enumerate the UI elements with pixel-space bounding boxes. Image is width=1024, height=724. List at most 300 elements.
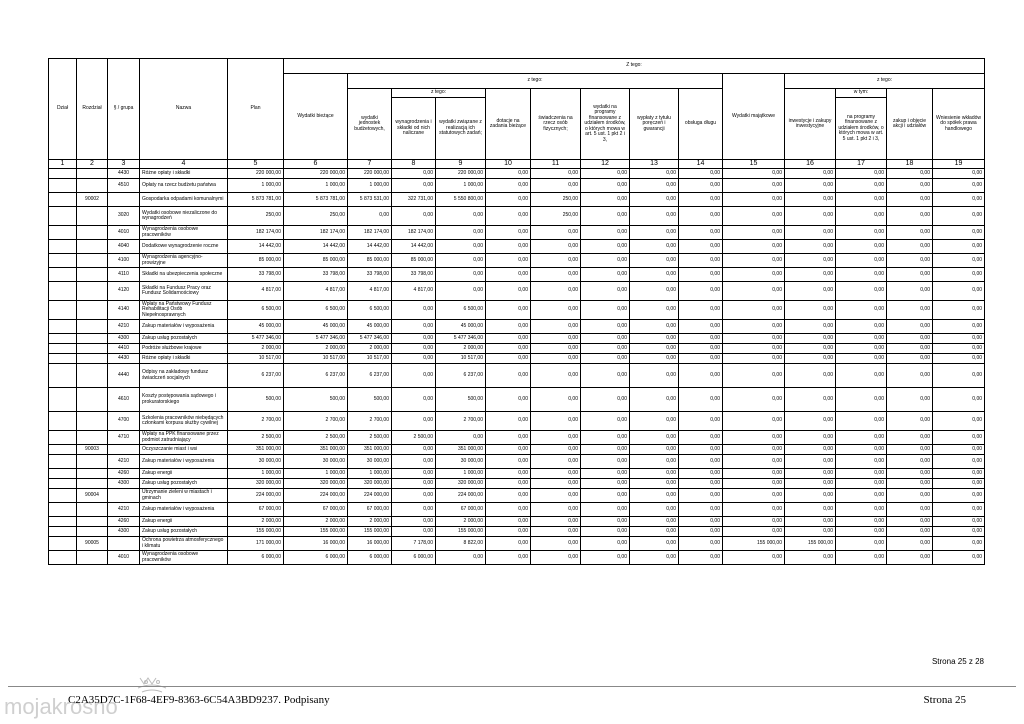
cell-inwestycje: 0,00 [785, 282, 836, 301]
cell-dzial [49, 489, 77, 503]
cell-obsluga-dlugu: 0,00 [679, 240, 723, 254]
cell-wydatki-statutowe: 1 000,00 [436, 469, 486, 479]
cell-obsluga-dlugu: 0,00 [679, 479, 723, 489]
cell-programy-ue: 0,00 [581, 431, 630, 445]
cell-rozdzial [77, 282, 108, 301]
cell-inwestycje: 0,00 [785, 445, 836, 455]
cell-rozdzial [77, 207, 108, 226]
cell-nazwa: Różne opłaty i składki [140, 354, 228, 364]
cell-inwestycje: 0,00 [785, 551, 836, 565]
cell-dotacje: 0,00 [486, 301, 531, 320]
cell-dzial [49, 354, 77, 364]
cell-wydatki-statutowe: 6 500,00 [436, 301, 486, 320]
table-row [49, 226, 985, 240]
cell-dzial [49, 301, 77, 320]
cell-inwestycje: 0,00 [785, 320, 836, 334]
cell-wynagrodzenia: 0,00 [392, 517, 436, 527]
column-number: 15 [723, 160, 785, 169]
cell-programy-ue: 0,00 [581, 193, 630, 207]
cell-wydatki-biezace: 67 000,00 [284, 503, 348, 517]
cell-swiadczenia: 0,00 [531, 240, 581, 254]
cell-programy-ue: 0,00 [581, 354, 630, 364]
cell-akcje: 0,00 [887, 354, 933, 364]
cell-wydatki-statutowe: 0,00 [436, 207, 486, 226]
cell-plan: 5 477 346,00 [228, 334, 284, 344]
column-number: 9 [436, 160, 486, 169]
cell-wydatki-biezace: 1 000,00 [284, 179, 348, 193]
cell-paragraf: 4260 [108, 517, 140, 527]
cell-wydatki-majatkowe: 0,00 [723, 354, 785, 364]
cell-inwestycje: 0,00 [785, 479, 836, 489]
footer-document-id: C2A35D7C-1F68-4EF9-8363-6C54A3BD9237. Podpisany [68, 694, 330, 706]
cell-programy-ue: 0,00 [581, 489, 630, 503]
cell-obsluga-dlugu: 0,00 [679, 527, 723, 537]
cell-akcje: 0,00 [887, 364, 933, 388]
table-row [49, 193, 985, 207]
cell-wynagrodzenia: 7 178,00 [392, 537, 436, 551]
cell-wydatki-statutowe: 0,00 [436, 240, 486, 254]
cell-paragraf: 4040 [108, 240, 140, 254]
cell-dzial [49, 268, 77, 282]
header-z-tego-biezace: z tego: [348, 74, 723, 89]
header-rozdzial: Rozdział [77, 59, 108, 160]
cell-obsluga-dlugu: 0,00 [679, 517, 723, 527]
cell-swiadczenia: 250,00 [531, 193, 581, 207]
cell-wydatki-statutowe: 220 000,00 [436, 169, 486, 179]
header-wynagrodzenia: wynagrodzenia i składki od nich naliczane [392, 98, 436, 160]
cell-wynagrodzenia: 0,00 [392, 354, 436, 364]
header-wniesienie: Wniesienie wkładów do spółek prawa handlowego [933, 89, 985, 160]
cell-dzial [49, 320, 77, 334]
cell-poreczenia: 0,00 [630, 282, 679, 301]
cell-programy-ue: 0,00 [581, 527, 630, 537]
cell-wniesienie: 0,00 [933, 527, 985, 537]
cell-rozdzial [77, 551, 108, 565]
cell-wniesienie: 0,00 [933, 503, 985, 517]
cell-plan: 500,00 [228, 388, 284, 412]
cell-plan: 182 174,00 [228, 226, 284, 240]
cell-akcje: 0,00 [887, 268, 933, 282]
cell-wydatki-jednostek: 5 873 531,00 [348, 193, 392, 207]
cell-wniesienie: 0,00 [933, 207, 985, 226]
cell-plan: 351 000,00 [228, 445, 284, 455]
cell-wniesienie: 0,00 [933, 226, 985, 240]
cell-obsluga-dlugu: 0,00 [679, 320, 723, 334]
cell-plan: 250,00 [228, 207, 284, 226]
cell-wniesienie: 0,00 [933, 193, 985, 207]
cell-wydatki-statutowe: 10 517,00 [436, 354, 486, 364]
cell-wniesienie: 0,00 [933, 445, 985, 455]
header-programy-ue2: na programy finansowane z udziałem środków, o których mowa w art. 5 ust. 1 pkt 2 i 3, [836, 98, 887, 160]
cell-swiadczenia: 0,00 [531, 445, 581, 455]
cell-poreczenia: 0,00 [630, 268, 679, 282]
cell-akcje: 0,00 [887, 254, 933, 268]
cell-nazwa: Dodatkowe wynagrodzenie roczne [140, 240, 228, 254]
cell-wydatki-biezace: 250,00 [284, 207, 348, 226]
header-dotacje: dotacje na zadania bieżące [486, 89, 531, 160]
cell-paragraf: 4010 [108, 551, 140, 565]
cell-dotacje: 0,00 [486, 489, 531, 503]
cell-inwestycje: 0,00 [785, 179, 836, 193]
cell-dzial [49, 344, 77, 354]
table-row [49, 479, 985, 489]
cell-wydatki-majatkowe: 0,00 [723, 226, 785, 240]
cell-wydatki-statutowe: 0,00 [436, 282, 486, 301]
cell-obsluga-dlugu: 0,00 [679, 388, 723, 412]
cell-nazwa: Szkolenia pracowników niebędących członkami korpusu służby cywilnej [140, 412, 228, 431]
cell-akcje: 0,00 [887, 344, 933, 354]
cell-dzial [49, 527, 77, 537]
cell-wydatki-majatkowe: 0,00 [723, 551, 785, 565]
cell-wydatki-jednostek: 1 000,00 [348, 469, 392, 479]
cell-wydatki-biezace: 16 000,00 [284, 537, 348, 551]
cell-programy-ue: 0,00 [581, 479, 630, 489]
cell-wydatki-majatkowe: 0,00 [723, 489, 785, 503]
cell-wydatki-jednostek: 1 000,00 [348, 179, 392, 193]
cell-wydatki-majatkowe: 0,00 [723, 282, 785, 301]
cell-programy-ue: 0,00 [581, 334, 630, 344]
cell-dotacje: 0,00 [486, 479, 531, 489]
cell-swiadczenia: 0,00 [531, 301, 581, 320]
cell-wydatki-majatkowe: 0,00 [723, 169, 785, 179]
cell-rozdzial [77, 455, 108, 469]
cell-wydatki-jednostek: 320 000,00 [348, 479, 392, 489]
cell-wydatki-statutowe: 2 000,00 [436, 517, 486, 527]
cell-programy-ue2: 0,00 [836, 282, 887, 301]
cell-wydatki-jednostek: 5 477 346,00 [348, 334, 392, 344]
cell-swiadczenia: 0,00 [531, 503, 581, 517]
cell-wydatki-jednostek: 500,00 [348, 388, 392, 412]
cell-rozdzial [77, 354, 108, 364]
cell-wydatki-statutowe: 2 700,00 [436, 412, 486, 431]
table-row [49, 282, 985, 301]
cell-obsluga-dlugu: 0,00 [679, 503, 723, 517]
cell-nazwa: Zakup materiałów i wyposażenia [140, 455, 228, 469]
cell-dotacje: 0,00 [486, 254, 531, 268]
table-row [49, 489, 985, 503]
cell-rozdzial [77, 412, 108, 431]
cell-wniesienie: 0,00 [933, 489, 985, 503]
cell-wydatki-biezace: 2 000,00 [284, 517, 348, 527]
cell-programy-ue2: 0,00 [836, 301, 887, 320]
cell-paragraf [108, 537, 140, 551]
cell-dotacje: 0,00 [486, 431, 531, 445]
cell-paragraf: 4610 [108, 388, 140, 412]
cell-paragraf: 4300 [108, 527, 140, 537]
cell-wydatki-jednostek: 6 000,00 [348, 551, 392, 565]
cell-programy-ue2: 0,00 [836, 334, 887, 344]
cell-wydatki-majatkowe: 0,00 [723, 364, 785, 388]
cell-wydatki-biezace: 2 500,00 [284, 431, 348, 445]
cell-wydatki-jednostek: 2 700,00 [348, 412, 392, 431]
cell-wydatki-biezace: 14 442,00 [284, 240, 348, 254]
cell-wydatki-statutowe: 155 000,00 [436, 527, 486, 537]
cell-wynagrodzenia: 0,00 [392, 479, 436, 489]
cell-wydatki-biezace: 320 000,00 [284, 479, 348, 489]
cell-wydatki-majatkowe: 0,00 [723, 388, 785, 412]
column-number: 7 [348, 160, 392, 169]
cell-wydatki-majatkowe: 0,00 [723, 334, 785, 344]
cell-swiadczenia: 0,00 [531, 412, 581, 431]
cell-rozdzial: 90004 [77, 489, 108, 503]
table-row [49, 301, 985, 320]
cell-programy-ue: 0,00 [581, 364, 630, 388]
cell-programy-ue2: 0,00 [836, 179, 887, 193]
cell-rozdzial [77, 320, 108, 334]
cell-akcje: 0,00 [887, 527, 933, 537]
cell-wynagrodzenia: 0,00 [392, 169, 436, 179]
cell-dotacje: 0,00 [486, 412, 531, 431]
cell-wydatki-jednostek: 2 000,00 [348, 517, 392, 527]
cell-programy-ue2: 0,00 [836, 388, 887, 412]
cell-akcje: 0,00 [887, 169, 933, 179]
cell-akcje: 0,00 [887, 551, 933, 565]
cell-wynagrodzenia: 14 442,00 [392, 240, 436, 254]
cell-dotacje: 0,00 [486, 455, 531, 469]
table-body [49, 169, 985, 565]
cell-poreczenia: 0,00 [630, 479, 679, 489]
cell-akcje: 0,00 [887, 301, 933, 320]
column-number: 8 [392, 160, 436, 169]
cell-poreczenia: 0,00 [630, 207, 679, 226]
cell-programy-ue2: 0,00 [836, 455, 887, 469]
cell-programy-ue: 0,00 [581, 517, 630, 527]
cell-akcje: 0,00 [887, 431, 933, 445]
cell-wydatki-biezace: 224 000,00 [284, 489, 348, 503]
cell-wydatki-biezace: 6 000,00 [284, 551, 348, 565]
cell-programy-ue: 0,00 [581, 412, 630, 431]
cell-inwestycje: 0,00 [785, 226, 836, 240]
cell-dotacje: 0,00 [486, 445, 531, 455]
cell-wynagrodzenia: 33 798,00 [392, 268, 436, 282]
header-inwestycje: inwestycje i zakupy inwestycyjne [785, 89, 836, 160]
cell-obsluga-dlugu: 0,00 [679, 254, 723, 268]
cell-wydatki-statutowe: 0,00 [436, 254, 486, 268]
cell-akcje: 0,00 [887, 240, 933, 254]
cell-wniesienie: 0,00 [933, 301, 985, 320]
cell-poreczenia: 0,00 [630, 364, 679, 388]
cell-rozdzial: 90005 [77, 537, 108, 551]
column-number: 14 [679, 160, 723, 169]
cell-programy-ue: 0,00 [581, 320, 630, 334]
cell-programy-ue: 0,00 [581, 268, 630, 282]
cell-programy-ue2: 0,00 [836, 537, 887, 551]
header-z-tego-jednostek: z tego: [392, 89, 486, 98]
cell-programy-ue2: 0,00 [836, 254, 887, 268]
cell-dzial [49, 388, 77, 412]
cell-akcje: 0,00 [887, 334, 933, 344]
cell-wydatki-jednostek: 67 000,00 [348, 503, 392, 517]
cell-rozdzial [77, 431, 108, 445]
table-row [49, 334, 985, 344]
cell-inwestycje: 0,00 [785, 412, 836, 431]
table-row [49, 388, 985, 412]
cell-paragraf: 4110 [108, 268, 140, 282]
cell-wniesienie: 0,00 [933, 169, 985, 179]
cell-dzial [49, 431, 77, 445]
cell-akcje: 0,00 [887, 469, 933, 479]
cell-obsluga-dlugu: 0,00 [679, 301, 723, 320]
cell-wydatki-biezace: 10 517,00 [284, 354, 348, 364]
cell-plan: 45 000,00 [228, 320, 284, 334]
cell-paragraf: 4140 [108, 301, 140, 320]
cell-rozdzial [77, 301, 108, 320]
table-row [49, 207, 985, 226]
cell-programy-ue2: 0,00 [836, 344, 887, 354]
cell-obsluga-dlugu: 0,00 [679, 334, 723, 344]
cell-paragraf: 4710 [108, 431, 140, 445]
cell-wydatki-majatkowe: 0,00 [723, 479, 785, 489]
header-wydatki-biezace: Wydatki bieżące [284, 74, 348, 160]
cell-wydatki-majatkowe: 0,00 [723, 527, 785, 537]
cell-wniesienie: 0,00 [933, 320, 985, 334]
cell-paragraf [108, 489, 140, 503]
cell-poreczenia: 0,00 [630, 334, 679, 344]
cell-wniesienie: 0,00 [933, 455, 985, 469]
cell-wydatki-statutowe: 0,00 [436, 268, 486, 282]
header-w-tym: w tym: [836, 89, 887, 98]
table-row [49, 551, 985, 565]
cell-wydatki-jednostek: 4 817,00 [348, 282, 392, 301]
cell-programy-ue2: 0,00 [836, 489, 887, 503]
cell-paragraf: 4300 [108, 479, 140, 489]
cell-nazwa: Zakup usług pozostałych [140, 334, 228, 344]
header-programy-ue: wydatki na programy finansowane z udziałem środków, o których mowa w art. 5 ust. 1 pkt 2 i 3, [581, 89, 630, 160]
cell-wydatki-biezace: 4 817,00 [284, 282, 348, 301]
cell-nazwa: Koszty postępowania sądowego i prokuratorskiego [140, 388, 228, 412]
cell-wydatki-biezace: 1 000,00 [284, 469, 348, 479]
cell-wynagrodzenia: 0,00 [392, 388, 436, 412]
cell-obsluga-dlugu: 0,00 [679, 469, 723, 479]
cell-programy-ue2: 0,00 [836, 517, 887, 527]
cell-paragraf: 4440 [108, 364, 140, 388]
table-row [49, 268, 985, 282]
cell-wniesienie: 0,00 [933, 412, 985, 431]
cell-akcje: 0,00 [887, 207, 933, 226]
cell-nazwa: Oczyszczanie miast i wsi [140, 445, 228, 455]
cell-plan: 30 000,00 [228, 455, 284, 469]
cell-programy-ue2: 0,00 [836, 527, 887, 537]
cell-wniesienie: 0,00 [933, 334, 985, 344]
cell-programy-ue2: 0,00 [836, 503, 887, 517]
header-dzial: Dział [49, 59, 77, 160]
cell-rozdzial [77, 469, 108, 479]
table-row [49, 445, 985, 455]
cell-obsluga-dlugu: 0,00 [679, 489, 723, 503]
cell-wydatki-jednostek: 0,00 [348, 207, 392, 226]
cell-akcje: 0,00 [887, 517, 933, 527]
cell-swiadczenia: 0,00 [531, 268, 581, 282]
cell-akcje: 0,00 [887, 489, 933, 503]
cell-dzial [49, 364, 77, 388]
cell-poreczenia: 0,00 [630, 445, 679, 455]
header-z-tego: Z tego: [284, 59, 985, 74]
cell-wydatki-jednostek: 30 000,00 [348, 455, 392, 469]
cell-wynagrodzenia: 0,00 [392, 364, 436, 388]
cell-poreczenia: 0,00 [630, 489, 679, 503]
cell-wydatki-statutowe: 0,00 [436, 431, 486, 445]
cell-dzial [49, 207, 77, 226]
cell-obsluga-dlugu: 0,00 [679, 179, 723, 193]
cell-programy-ue: 0,00 [581, 537, 630, 551]
cell-poreczenia: 0,00 [630, 517, 679, 527]
cell-obsluga-dlugu: 0,00 [679, 169, 723, 179]
cell-wniesienie: 0,00 [933, 517, 985, 527]
cell-swiadczenia: 0,00 [531, 320, 581, 334]
header-paragraf: § / grupa [108, 59, 140, 160]
cell-poreczenia: 0,00 [630, 301, 679, 320]
cell-rozdzial [77, 179, 108, 193]
cell-dzial [49, 503, 77, 517]
cell-dotacje: 0,00 [486, 334, 531, 344]
cell-paragraf: 4510 [108, 179, 140, 193]
cell-nazwa: Zakup energii [140, 517, 228, 527]
cell-programy-ue: 0,00 [581, 169, 630, 179]
column-number: 1 [49, 160, 77, 169]
cell-wniesienie: 0,00 [933, 254, 985, 268]
cell-inwestycje: 0,00 [785, 469, 836, 479]
column-number: 4 [140, 160, 228, 169]
cell-wydatki-statutowe: 224 000,00 [436, 489, 486, 503]
cell-dzial [49, 412, 77, 431]
budget-table [48, 58, 985, 565]
cell-paragraf: 4120 [108, 282, 140, 301]
cell-paragraf: 4210 [108, 455, 140, 469]
cell-inwestycje: 0,00 [785, 254, 836, 268]
cell-rozdzial [77, 268, 108, 282]
cell-programy-ue: 0,00 [581, 179, 630, 193]
cell-inwestycje: 0,00 [785, 169, 836, 179]
cell-nazwa: Zakup materiałów i wyposażenia [140, 503, 228, 517]
cell-inwestycje: 0,00 [785, 517, 836, 527]
cell-obsluga-dlugu: 0,00 [679, 412, 723, 431]
cell-programy-ue2: 0,00 [836, 268, 887, 282]
header-poreczenia: wypłaty z tytułu poręczeń i gwarancji [630, 89, 679, 160]
cell-wniesienie: 0,00 [933, 179, 985, 193]
cell-dotacje: 0,00 [486, 364, 531, 388]
cell-swiadczenia: 0,00 [531, 334, 581, 344]
cell-wydatki-majatkowe: 0,00 [723, 301, 785, 320]
cell-plan: 155 000,00 [228, 527, 284, 537]
header-obsluga-dlugu: obsługa długu [679, 89, 723, 160]
cell-obsluga-dlugu: 0,00 [679, 455, 723, 469]
cell-nazwa: Podróże służbowe krajowe [140, 344, 228, 354]
cell-swiadczenia: 0,00 [531, 469, 581, 479]
cell-inwestycje: 0,00 [785, 334, 836, 344]
cell-poreczenia: 0,00 [630, 354, 679, 364]
cell-wydatki-statutowe: 5 550 800,00 [436, 193, 486, 207]
table-row [49, 431, 985, 445]
header-akcje: zakup i objęcie akcji i udziałów [887, 89, 933, 160]
cell-programy-ue: 0,00 [581, 551, 630, 565]
cell-plan: 2 000,00 [228, 344, 284, 354]
cell-wniesienie: 0,00 [933, 240, 985, 254]
header-wydatki-jednostek: wydatki jednostek budżetowych, [348, 89, 392, 160]
cell-wniesienie: 0,00 [933, 537, 985, 551]
cell-wydatki-statutowe: 8 822,00 [436, 537, 486, 551]
cell-wydatki-majatkowe: 0,00 [723, 469, 785, 479]
cell-wydatki-biezace: 2 000,00 [284, 344, 348, 354]
header-z-tego-majatkowe: z tego: [785, 74, 985, 89]
cell-rozdzial [77, 169, 108, 179]
cell-programy-ue2: 0,00 [836, 469, 887, 479]
cell-paragraf: 4300 [108, 334, 140, 344]
table-row [49, 469, 985, 479]
cell-programy-ue2: 0,00 [836, 364, 887, 388]
cell-dotacje: 0,00 [486, 517, 531, 527]
cell-nazwa: Wpłaty na Państwowy Fundusz Rehabilitacji Osób Niepełnosprawnych [140, 301, 228, 320]
cell-wydatki-biezace: 6 237,00 [284, 364, 348, 388]
